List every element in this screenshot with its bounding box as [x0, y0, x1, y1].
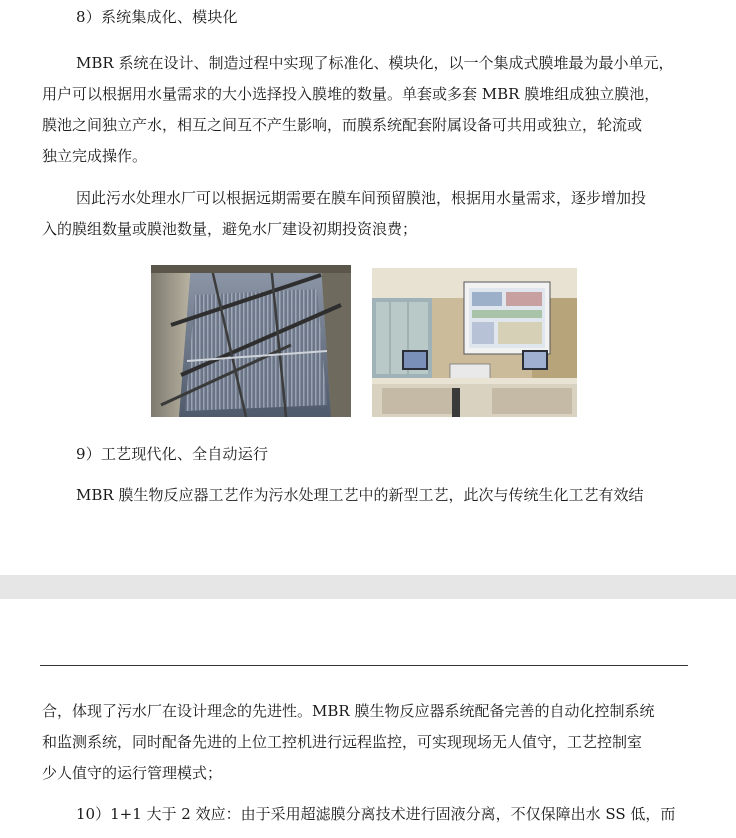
- text-line: 少人值守的运行管理模式；: [42, 764, 223, 782]
- text-line: 10）1+1 大于 2 效应：由于采用超滤膜分离技术进行固液分离，不仅保障出水 SS 低，而: [76, 805, 676, 823]
- paragraph-synergy: [42, 799, 692, 830]
- control-room-photo: [372, 268, 577, 417]
- text-line: 膜池之间独立产水，相互之间互不产生影响，而膜系统配套附属设备可共用或独立，轮流或: [42, 116, 643, 134]
- paragraph-reserved-tanks: [42, 183, 692, 245]
- paragraph-automation: [42, 696, 692, 789]
- header-rule: [40, 665, 688, 666]
- text-line: 因此污水处理水厂可以根据远期需要在膜车间预留膜池，根据用水量需求，逐步增加投: [76, 189, 647, 207]
- paragraph-mbr-modern: [42, 480, 692, 511]
- text-line: 入的膜组数量或膜池数量，避免水厂建设初期投资浪费；: [42, 220, 418, 238]
- text-line: MBR 膜生物反应器工艺作为污水处理工艺中的新型工艺，此次与传统生化工艺有效结: [76, 486, 644, 504]
- text-line: 用户可以根据用水量需求的大小选择投入膜堆的数量。单套或多套 MBR 膜堆组成独立膜池，: [42, 85, 660, 103]
- paragraph-modular-design: [42, 48, 692, 172]
- text-line: 和监测系统，同时配备先进的上位工控机进行远程监控，可实现现场无人值守，工艺控制室: [42, 733, 643, 751]
- page-gap: [0, 575, 736, 599]
- membrane-module-photo: [151, 265, 351, 417]
- document-page-2: [0, 599, 736, 838]
- section-heading-9: 9）工艺现代化、全自动运行: [76, 445, 269, 463]
- text-line: 合，体现了污水厂在设计理念的先进性。MBR 膜生物反应器系统配备完善的自动化控制系统: [42, 702, 655, 720]
- section-heading-8: 8）系统集成化、模块化: [76, 8, 238, 26]
- text-line: 独立完成操作。: [42, 147, 148, 165]
- text-line: MBR 系统在设计、制造过程中实现了标准化、模块化，以一个集成式膜堆最为最小单元，: [76, 54, 674, 72]
